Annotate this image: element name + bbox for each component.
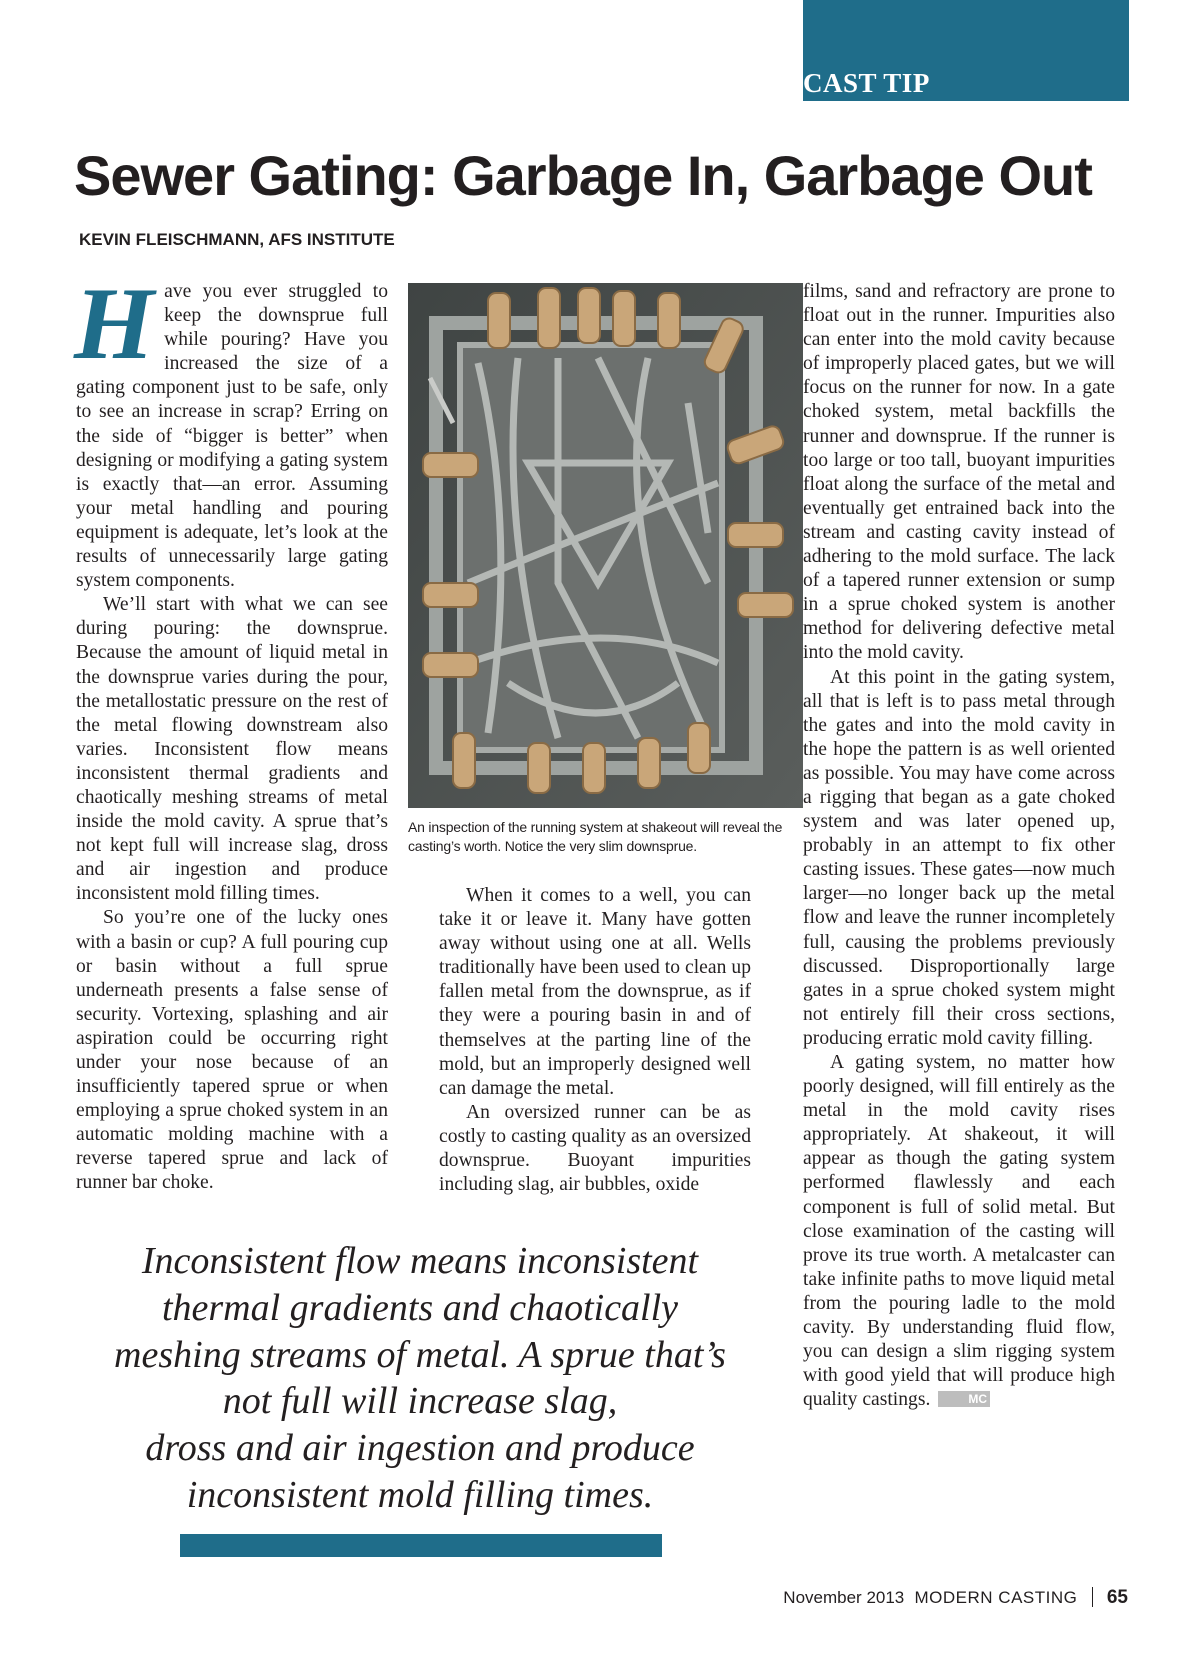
section-tab	[803, 0, 1129, 101]
paragraph: We’ll start with what we can see during pouring: the downsprue. Because the amount of liquid metal in the downsprue varies during the pour, the metallostatic pressure on the rest of the metal flowing downstream also varies. Inconsistent flow means inconsistent thermal gradients and chaotically meshing streams of metal inside the mold cavity. A sprue that’s not kept full will increase slag, dross and air ingestion and produce inconsistent mold filling times.	[76, 594, 388, 905]
section-tab-label: CAST TIP	[803, 68, 930, 98]
issue-date: November 2013	[783, 1588, 905, 1607]
paragraph: A gating system, no matter how poorly designed, will fill entirely as the metal in the mold cavity rises appropriately. At shakeout, it will appear as though the gating system performed flawlessly and each component is full of solid metal. But close examination of the casting will prove its true worth. A metalcaster can take infinite paths to move liquid metal from the pouring ladle to the mold cavity. By understanding fluid flow, you can design a slim rigging system with good yield that will produce high quality castings. MC	[803, 1052, 1115, 1411]
photo-caption: An inspection of the running system at shakeout will reveal the casting’s worth. Notice the very slim downsprue.	[408, 819, 783, 854]
page-footer	[783, 1587, 1128, 1609]
footer-divider	[1092, 1587, 1093, 1607]
paragraph: An oversized runner can be as costly to casting quality as an oversized downsprue. Buoyant impurities including slag, air bubbles, oxide	[439, 1101, 751, 1196]
magazine-name: MODERN CASTING	[914, 1588, 1078, 1607]
column-2	[439, 884, 751, 1197]
pull-quote: Inconsistent flow means inconsistent thermal gradients and chaotically meshing streams of metal. A sprue that’s not full will increase slag, dross and air ingestion and produce inconsistent mold filling times.	[114, 1240, 726, 1516]
gating-casting-photo	[408, 283, 803, 808]
paragraph: So you’re one of the lucky ones with a basin or cup? A full pouring cup or basin without a full sprue underneath presents a false sense of security. Vortexing, splashing and air aspiration could be occurring right under your nose because of an insufficiently tapered sprue or when employing a sprue choked system in an automatic molding machine with a reverse tapered sprue and lack of runner bar choke.	[76, 907, 388, 1194]
paragraph: When it comes to a well, you can take it or leave it. Many have gotten away without using one at all. Wells traditionally have been used to clean up fallen metal from the downsprue, as if they were a pouring basin in and of themselves at the parting line of the mold, but an improperly designed well can damage the metal.	[439, 885, 751, 1099]
pull-quote-bar	[180, 1534, 662, 1557]
casting-illustration	[408, 283, 803, 808]
page-number: 65	[1106, 1587, 1128, 1608]
column-3	[803, 280, 1115, 1412]
article-headline: Sewer Gating: Garbage In, Garbage Out	[74, 144, 1092, 207]
end-mark: MC	[938, 1391, 990, 1407]
column-1	[74, 267, 388, 1196]
paragraph: At this point in the gating system, all that is left is to pass metal through the gates and into the mold cavity in the hope the pattern is as well oriented as possible. You may have come across a rigging that began as a gate choked system and was later opened up, probably in an attempt to fix other casting issues. These gates—now much larger—no longer back up the metal flow and leave the runner incompletely full, causing the problems previously discussed. Disproportionally large gates in a sprue choked system might not entirely fill their cross sections, producing erratic mold cavity filling.	[803, 666, 1115, 1049]
paragraph: films, sand and refractory are prone to float out in the runner. Impurities also can enter into the mold cavity because of improperly placed gates, but we will focus on the runner for now. In a gate choked system, metal backfills the runner and downsprue. If the runner is too large or too tall, buoyant impurities float along the surface of the metal and eventually get entrained back into the stream and casting cavity instead of adhering to the mold surface. The lack of a tapered runner extension or sump in a sprue choked system is another method for delivering defective metal into the mold cavity.	[803, 281, 1115, 664]
byline: KEVIN FLEISCHMANN, AFS INSTITUTE	[79, 230, 395, 249]
drop-cap: H	[74, 267, 155, 381]
paragraph: Have you ever struggled to keep the downsprue full while pouring? Have you increased the size of a gating component just to be safe, only to see an increase in scrap? Erring on the side of “bigger is better” when designing or modifying a gating system is exactly that—an error. Assuming your metal handling and pouring equipment is adequate, let’s look at the results of unnecessarily large gating system components.	[74, 267, 388, 592]
